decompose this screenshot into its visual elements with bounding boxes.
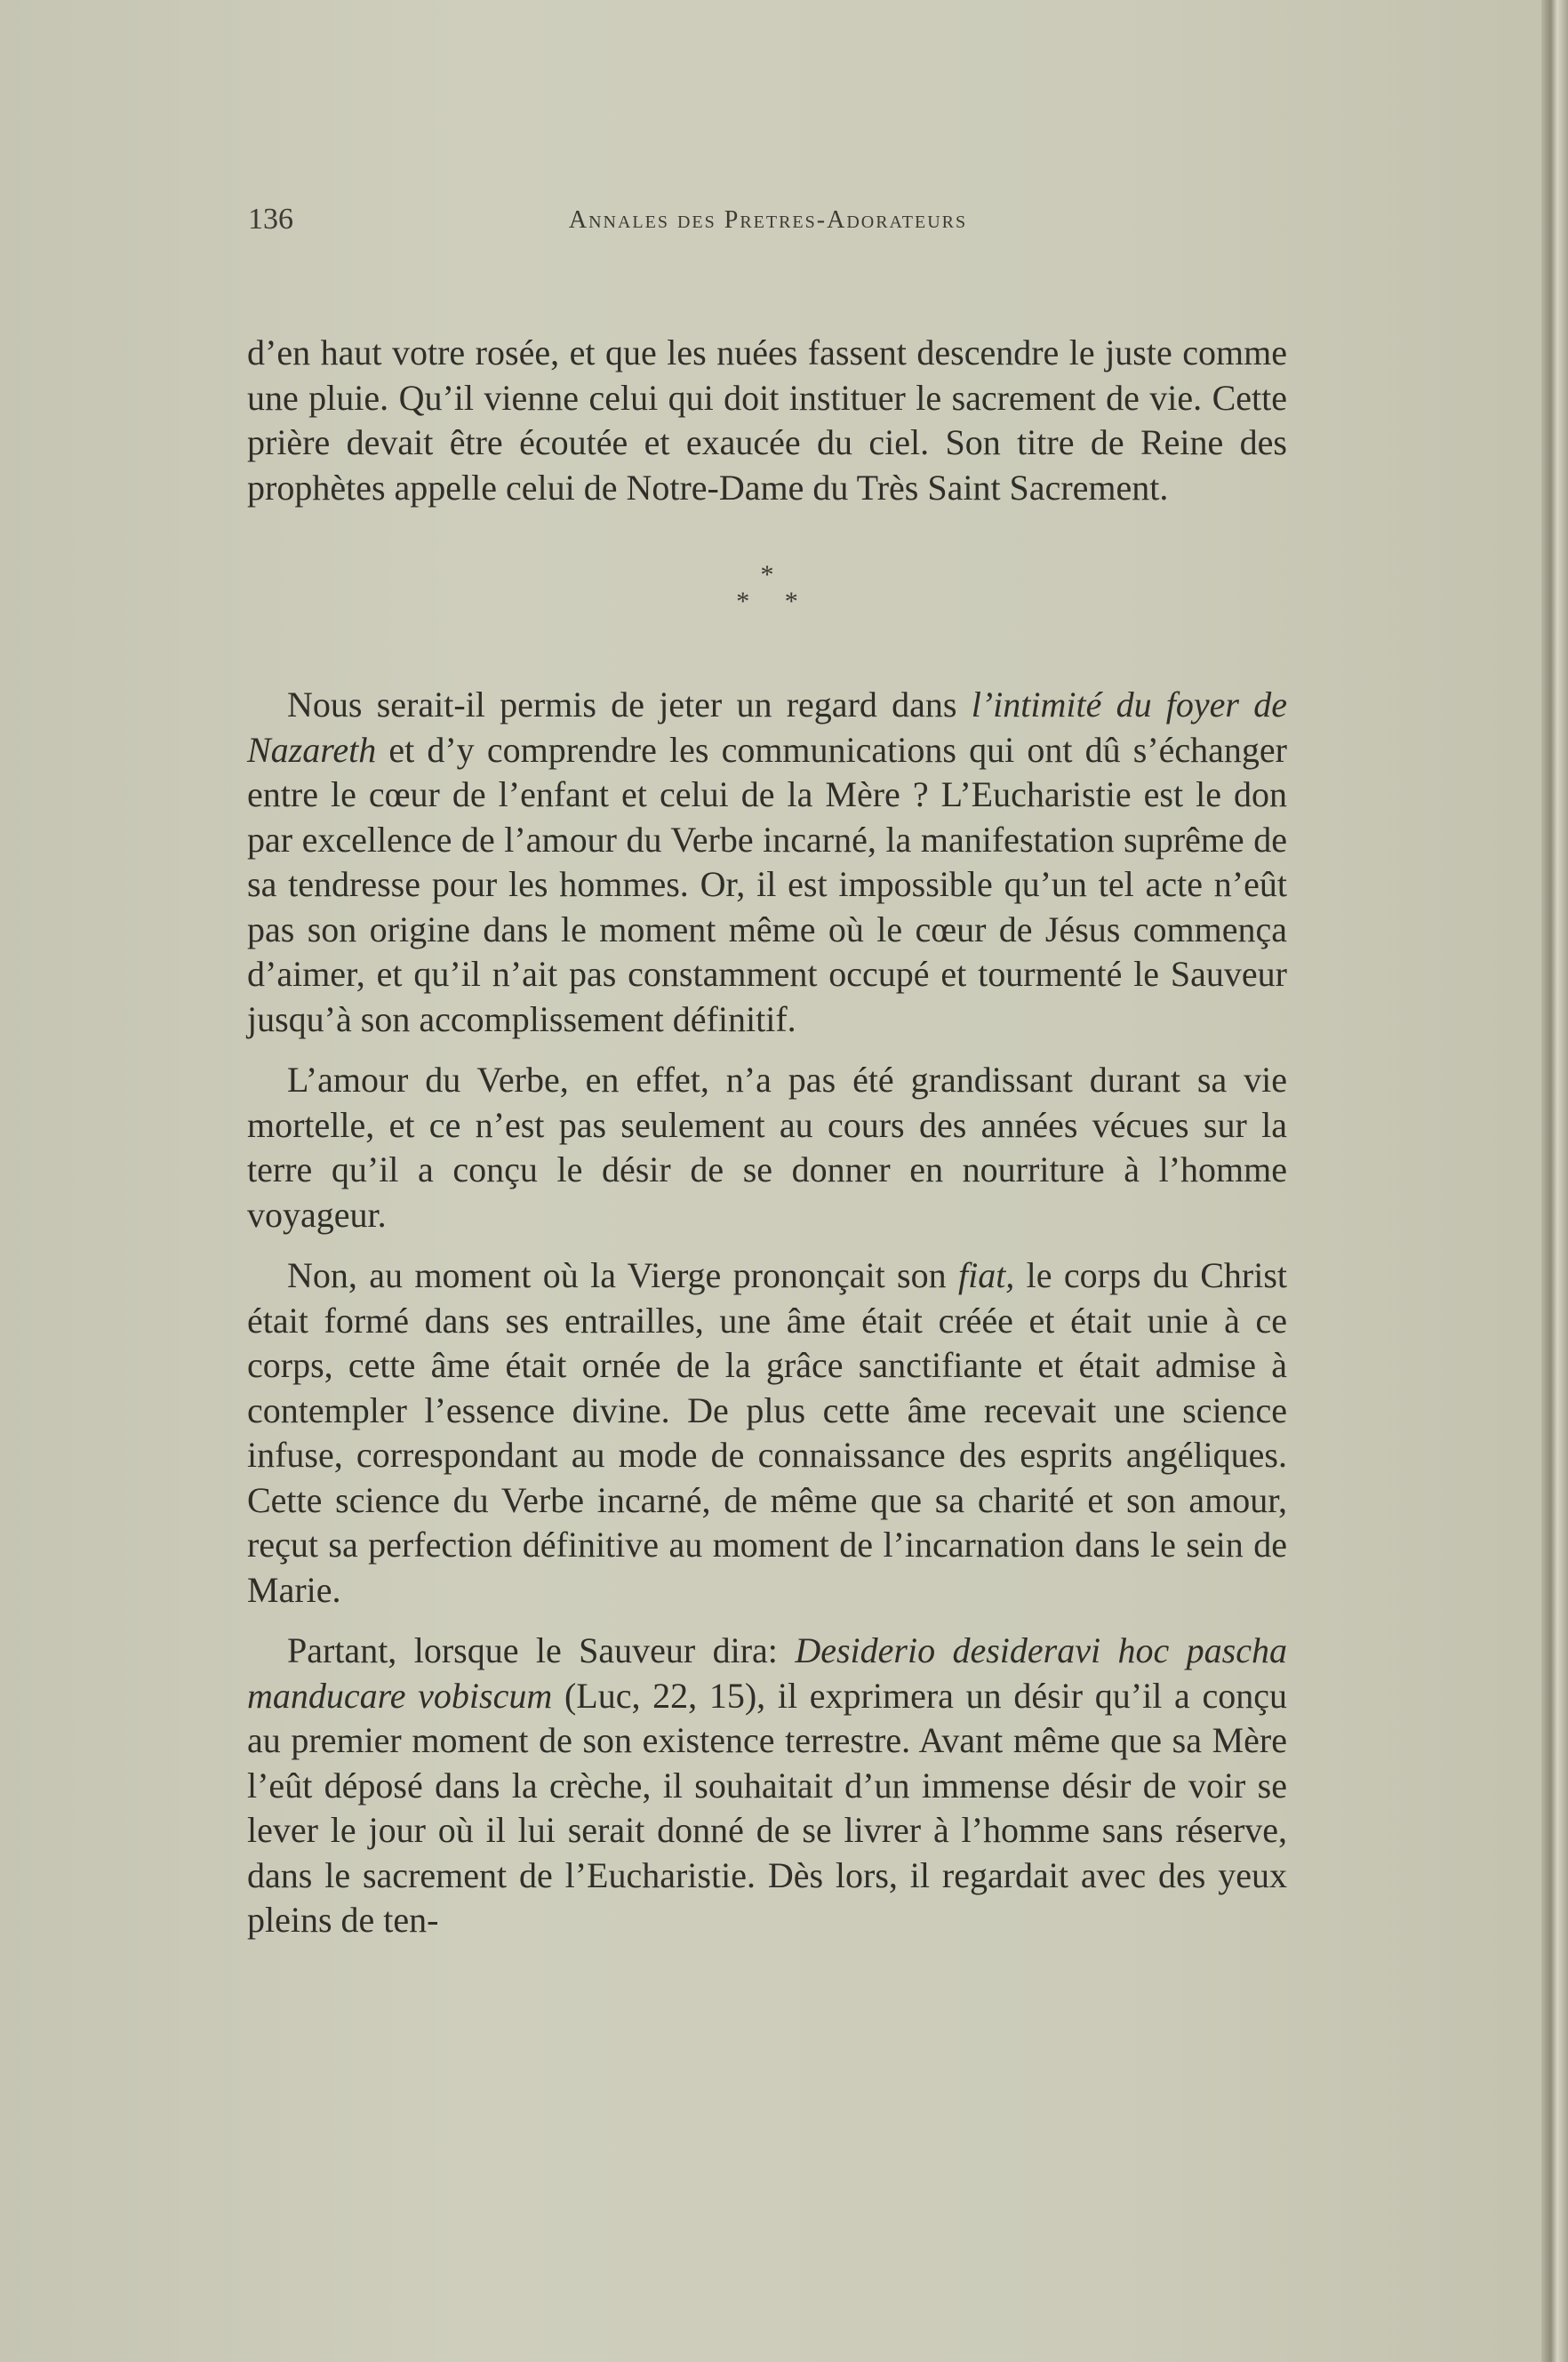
paragraph-2-text-a: Nous serait-il permis de jeter un regard dans	[287, 685, 972, 725]
paragraph-2-text-b: et d’y comprendre les communications qui ont dû s’échanger entre le cœur de l’enfant et celui de la Mère ? L’Eucharistie est le don par excellence de l’amour du Verbe incarné, la manifestation suprême de sa tendresse pour les hommes. Or, il est impossible qu’un tel acte n’eût pas son origine dans le moment même où le cœur de Jésus commença d’aimer, et qu’il n’ait pas constamment occupé et tourmenté le Sauveur jusqu’à son accomplissement définitif.	[247, 729, 1287, 1039]
paragraph-4-italic: fiat,	[957, 1255, 1015, 1295]
page-number: 136	[248, 203, 293, 236]
paragraph-2	[247, 683, 1287, 1042]
paragraph-5	[247, 1629, 1287, 1943]
body-text	[247, 331, 1287, 1943]
asterism-separator	[247, 562, 1287, 615]
page-edge	[1541, 0, 1568, 2362]
paragraph-4-text-b: le corps du Christ était formé dans ses entrailles, une âme était créée et était unie à ce corps, cette âme était ornée de la grâce sanctifiante et était admise à contempler l’essence divine. De plus cette âme recevait une science infuse, correspondant au mode de connaissance des esprits angéliques. Cette science du Verbe incarné, de même que sa charité et son amour, reçut sa perfection définitive au moment de l’incarnation dans le sein de Marie.	[247, 1255, 1287, 1610]
asterism-bottom: * *	[736, 587, 812, 616]
paragraph-4-text-a: Non, au moment où la Vierge prononçait son	[287, 1255, 958, 1295]
running-title: Annales des Pretres-Adorateurs	[568, 206, 968, 234]
paragraph-5-text-a: Partant, lorsque le Sauveur dira:	[287, 1630, 796, 1670]
asterism-top: *	[760, 560, 788, 589]
paragraph-4	[247, 1253, 1287, 1613]
paragraph-5-italic: Desiderio desideravi hoc pascha manducare vobiscum	[247, 1630, 1287, 1716]
paragraph-2-italic: l’intimité du foyer de Nazareth	[247, 685, 1287, 770]
page-header	[248, 203, 1288, 244]
paragraph-5-text-b: (Luc, 22, 15), il exprimera un désir qu’il a conçu au premier moment de son existence terrestre. Avant même que sa Mère l’eût déposé dans la crèche, il souhaitait d’un immense désir de voir se lever le jour où il lui serait donné de se livrer à l’homme sans réserve, dans le sacrement de l’Eucharistie. Dès lors, il regardait avec des yeux pleins de ten-	[247, 1675, 1287, 1940]
paragraph-3: L’amour du Verbe, en effet, n’a pas été grandissant durant sa vie mortelle, et ce n’est pas seulement au cours des années vécues sur la terre qu’il a conçu le désir de se donner en nourriture à l’homme voyageur.	[247, 1060, 1287, 1235]
paragraph-1: d’en haut votre rosée, et que les nuées fassent descendre le juste comme une pluie. Qu’il vienne celui qui doit instituer le sacrement de vie. Cette prière devait être écoutée et exaucée du ciel. Son titre de Reine des prophètes appelle celui de Notre-Dame du Très Saint Sacrement.	[247, 332, 1287, 508]
